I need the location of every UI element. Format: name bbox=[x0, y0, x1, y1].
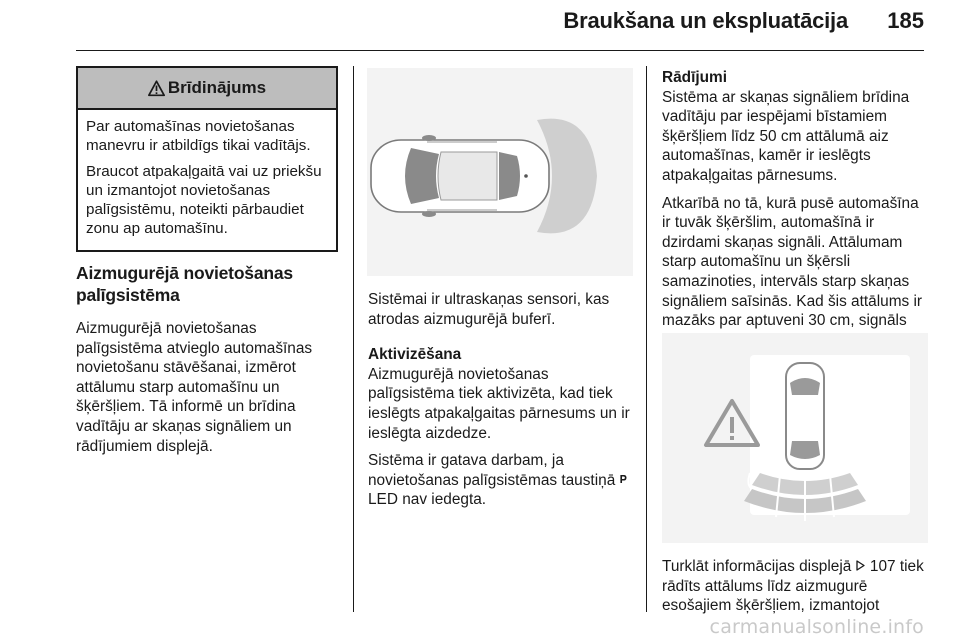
section-heading: Aizmugurējā novietošanas palīgsistēma bbox=[76, 263, 293, 305]
rear-sensor-figure bbox=[367, 68, 633, 276]
display-paragraph bbox=[662, 557, 928, 616]
column-divider-2 bbox=[646, 66, 647, 612]
column-1-text bbox=[76, 262, 340, 464]
column-3-text-top bbox=[662, 68, 928, 358]
page-header-title: Braukšana un ekspluatācija bbox=[563, 8, 848, 33]
display-paragraph-end: 107 tiek rādīts attālums līdz aizmugurē esošajiem šķēršļiem, izmantojot bbox=[662, 558, 924, 615]
warning-triangle-icon bbox=[148, 80, 165, 97]
page-number: 185 bbox=[887, 8, 924, 33]
indications-paragraph-1: Sistēma ar skaņas signāliem brīdina vadītāju par iespējami bīstamiem šķēršļiem līdz 50 cm attālumā aiz automašīnas, kamēr ir ieslēgts atpakaļgaitas pārnesums. bbox=[662, 88, 910, 184]
activation-paragraph-2-start: Sistēma ir gatava darbam, ja novietošanas palīgsistēmas taustiņā bbox=[368, 452, 616, 489]
car-top-view-illustration bbox=[367, 68, 633, 276]
column-2-text bbox=[368, 290, 636, 518]
activation-paragraph-2-end: LED nav iedegta. bbox=[368, 491, 487, 509]
warning-header bbox=[78, 68, 336, 110]
figure-caption: Sistēmai ir ultraskaņas sensori, kas atrodas aizmugurējā buferī. bbox=[368, 291, 610, 328]
watermark: carmanualsonline.info bbox=[709, 616, 924, 638]
warning-body bbox=[78, 110, 336, 238]
activation-heading: Aktivizēšana bbox=[368, 346, 462, 364]
warning-heading: Brīdinājums bbox=[167, 78, 267, 97]
display-paragraph-start: Turklāt informācijas displejā bbox=[662, 558, 852, 575]
column-3-text-bottom bbox=[662, 557, 928, 616]
activation-paragraph-1: Aizmugurējā novietošanas palīgsistēma tiek aktivizēta, kad tiek ieslēgts atpakaļgaitas pārnesums un ir ieslēgta aizdedze. bbox=[368, 365, 630, 442]
parking-display-illustration bbox=[662, 333, 928, 543]
display-graphic-figure bbox=[662, 333, 928, 543]
column-divider-1 bbox=[353, 66, 354, 612]
page-reference-arrow-icon bbox=[856, 557, 866, 577]
section-intro-paragraph: Aizmugurējā novietošanas palīgsistēma atvieglo automašīnas novietošanu stāvēšanai, izmērot attālumu starp automašīnu un šķēršļiem. Tā informē un brīdina vadītāju ar skaņas signāliem un rādījumiem displejā. bbox=[76, 320, 313, 455]
warning-paragraph-1: Par automašīnas novietošanas manevru ir atbildīgs tikai vadītājs. bbox=[86, 118, 311, 154]
warning-box bbox=[76, 66, 338, 252]
activation-paragraph-2 bbox=[368, 451, 636, 510]
header-rule bbox=[76, 50, 924, 51]
warning-paragraph-2: Braucot atpakaļgaitā vai uz priekšu un izmantojot novietošanas palīgsistēmu, noteikti pārbaudiet zonu ap automašīnu. bbox=[86, 163, 322, 237]
park-assist-key-icon: 𝐏 bbox=[619, 473, 627, 486]
indications-paragraph-2: Atkarībā no tā, kurā pusē automašīna ir tuvāk šķēršlim, automašīnā ir dzirdami skaņas signāli. Attālumam starp automašīnu un šķērsli samazinoties, intervāls starp skaņas signāliem saīsinās. Kad šis attālums ir mazāks par aptuveni 30 cm, signāls bbox=[662, 194, 923, 330]
indications-heading: Rādījumi bbox=[662, 69, 727, 86]
